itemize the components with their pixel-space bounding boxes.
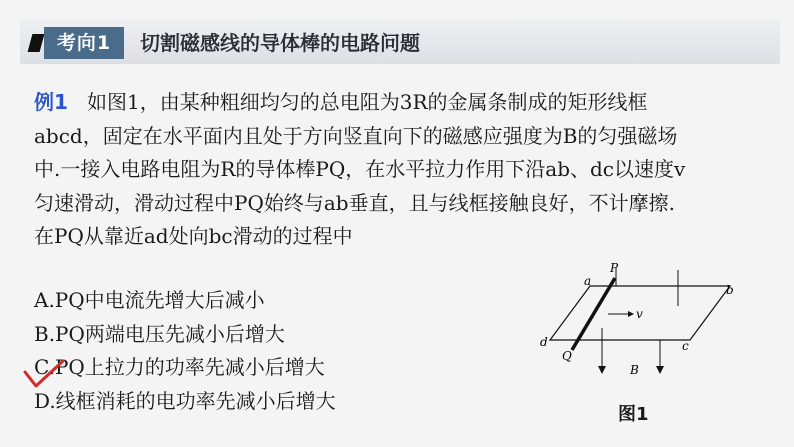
label-d: d <box>540 335 548 349</box>
option-d[interactable]: D.线框消耗的电功率先减小后增大 <box>34 388 336 413</box>
section-tag: 考向1 <box>44 27 124 59</box>
section-title: 切割磁感线的导体棒的电路问题 <box>140 31 420 55</box>
example-label: 例1 <box>34 90 68 114</box>
option-a[interactable]: A.PQ中电流先增大后减小 <box>34 288 265 312</box>
circuit-figure <box>530 258 750 388</box>
label-B: B <box>630 363 639 377</box>
question-text <box>34 86 774 254</box>
question-line-3: 中.一接入电路电阻为R的导体棒PQ，在水平拉力作用下沿ab、dc以速度v <box>34 157 686 181</box>
question-line-1 <box>34 86 774 120</box>
options-list <box>34 284 336 418</box>
label-P: P <box>610 261 619 275</box>
option-c[interactable]: C.PQ上拉力的功率先减小后增大 <box>34 355 325 379</box>
field-arrow-4 <box>656 366 664 374</box>
label-c: c <box>682 339 689 353</box>
option-b[interactable]: B.PQ两端电压先减小后增大 <box>34 321 285 346</box>
question-line-4: 匀速滑动，滑动过程中PQ始终与ab垂直，且与线框接触良好，不计摩擦. <box>34 190 675 215</box>
checkmark-icon <box>22 358 66 392</box>
label-b: b <box>726 283 734 297</box>
label-v: v <box>636 307 643 321</box>
question-line-5: 在PQ从靠近ad处向bc滑动的过程中 <box>34 224 353 248</box>
label-Q: Q <box>562 349 572 363</box>
question-line-1-text: 如图1，由某种粗细均匀的总电阻为3R的金属条制成的矩形线框 <box>87 90 648 114</box>
velocity-arrowhead <box>628 311 634 317</box>
field-arrow-3 <box>598 366 606 374</box>
label-a: a <box>584 274 592 288</box>
figure-caption: 图1 <box>618 404 649 425</box>
question-line-2: abcd，固定在水平面内且处于方向竖直向下的磁感应强度为B的匀强磁场 <box>34 123 678 148</box>
